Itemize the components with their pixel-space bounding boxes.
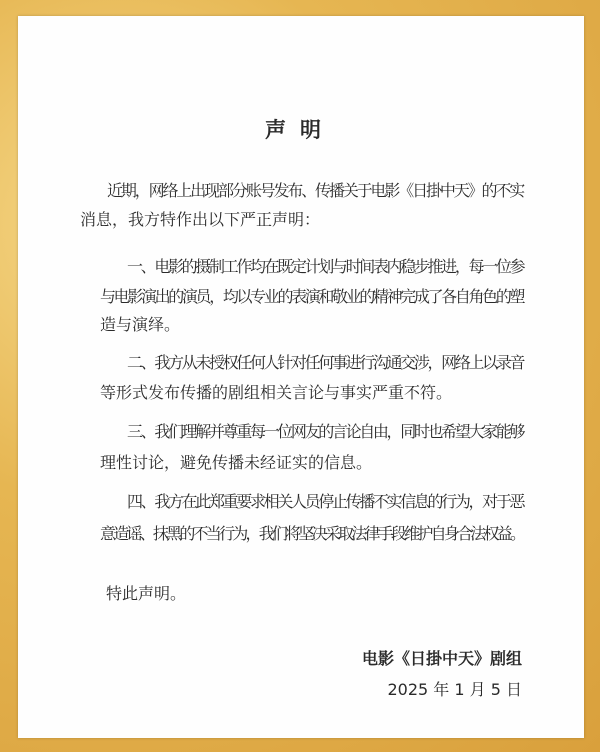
point-line: 二、我方从未授权任何人针对任何事进行沟通交涉，网络上以录音 <box>127 353 523 372</box>
document-title: 声明 <box>265 117 335 142</box>
point-line: 三、我们理解并尊重每一位网友的言论自由，同时也希望大家能够 <box>127 422 523 441</box>
closing-text: 特此声明。 <box>106 584 187 603</box>
point-line: 与电影演出的演员，均以专业的表演和敬业的精神完成了各自角色的塑 <box>100 287 523 306</box>
point-line: 意造谣、抹黑的不当行为，我们将坚决采取法律手段维护自身合法权益。 <box>100 524 523 543</box>
intro-line: 消息，我方特作出以下严正声明： <box>80 210 321 229</box>
date: 2025 年 1 月 5 日 <box>387 680 522 699</box>
point-line: 四、我方在此郑重要求相关人员停止传播不实信息的行为，对于恶 <box>127 492 523 511</box>
point-line: 一、电影的摄制工作均在既定计划与时间表内稳步推进，每一位参 <box>127 257 523 276</box>
point-line: 等形式发布传播的剧组相关言论与事实严重不符。 <box>100 383 453 402</box>
intro-line: 近期，网络上出现部分账号发布、传播关于电影《日掛中天》的不实 <box>107 181 523 200</box>
signature: 电影《日掛中天》剧组 <box>361 649 522 668</box>
point-line: 造与演绎。 <box>100 315 181 334</box>
point-line: 理性讨论，避免传播未经证实的信息。 <box>100 453 373 472</box>
